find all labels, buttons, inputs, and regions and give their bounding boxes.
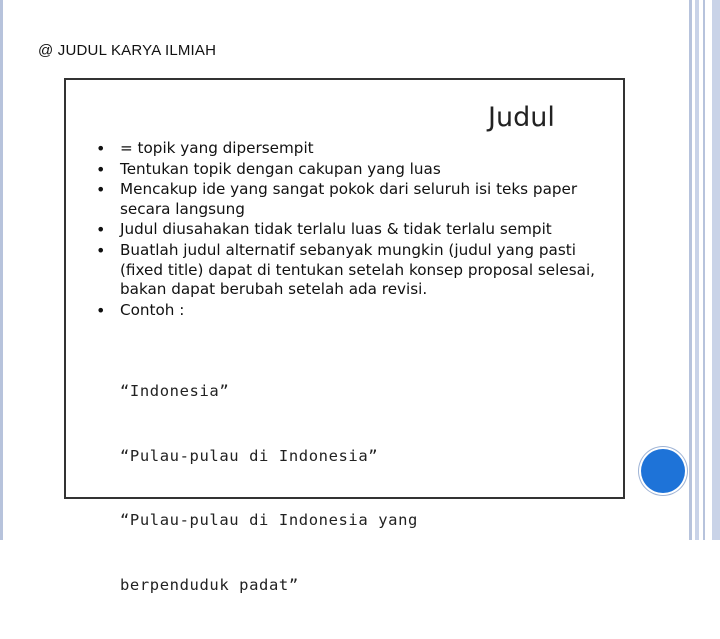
example-item: “Pulau-pulau di Indonesia” (120, 446, 379, 465)
right-border-rule (689, 0, 692, 540)
page-title: @ JUDUL KARYA ILMIAH (38, 42, 217, 59)
bullet-list (96, 139, 606, 321)
slide-image-frame (64, 78, 625, 594)
example-list (120, 338, 418, 639)
list-item: • = topik yang dipersempit (96, 139, 606, 159)
right-border-rule (695, 0, 699, 540)
list-item: • Mencakup ide yang sangat pokok dari seluruh isi teks paper secara langsung (96, 180, 606, 219)
right-border-rule (703, 0, 705, 540)
example-item: “Indonesia” (120, 382, 230, 400)
list-item: • Tentukan topik dengan cakupan yang luas (96, 160, 606, 180)
blue-circle-icon[interactable] (641, 449, 685, 493)
list-item: • Buatlah judul alternatif sebanyak mungkin (judul yang pasti (fixed title) dapat di tentukan setelah konsep proposal selesai, bakan dapat berubah setelah ada revisi. (96, 241, 606, 300)
example-item: berpenduduk padat” (120, 575, 299, 594)
right-border-rule (712, 0, 720, 540)
example-item: “Pulau-pulau di Indonesia yang (120, 511, 418, 529)
slide-heading: Judul (488, 102, 555, 133)
list-item: • Judul diusahakan tidak terlalu luas & tidak terlalu sempit (96, 220, 606, 240)
list-item: • Contoh : (96, 301, 606, 321)
left-border-rule (0, 0, 3, 540)
